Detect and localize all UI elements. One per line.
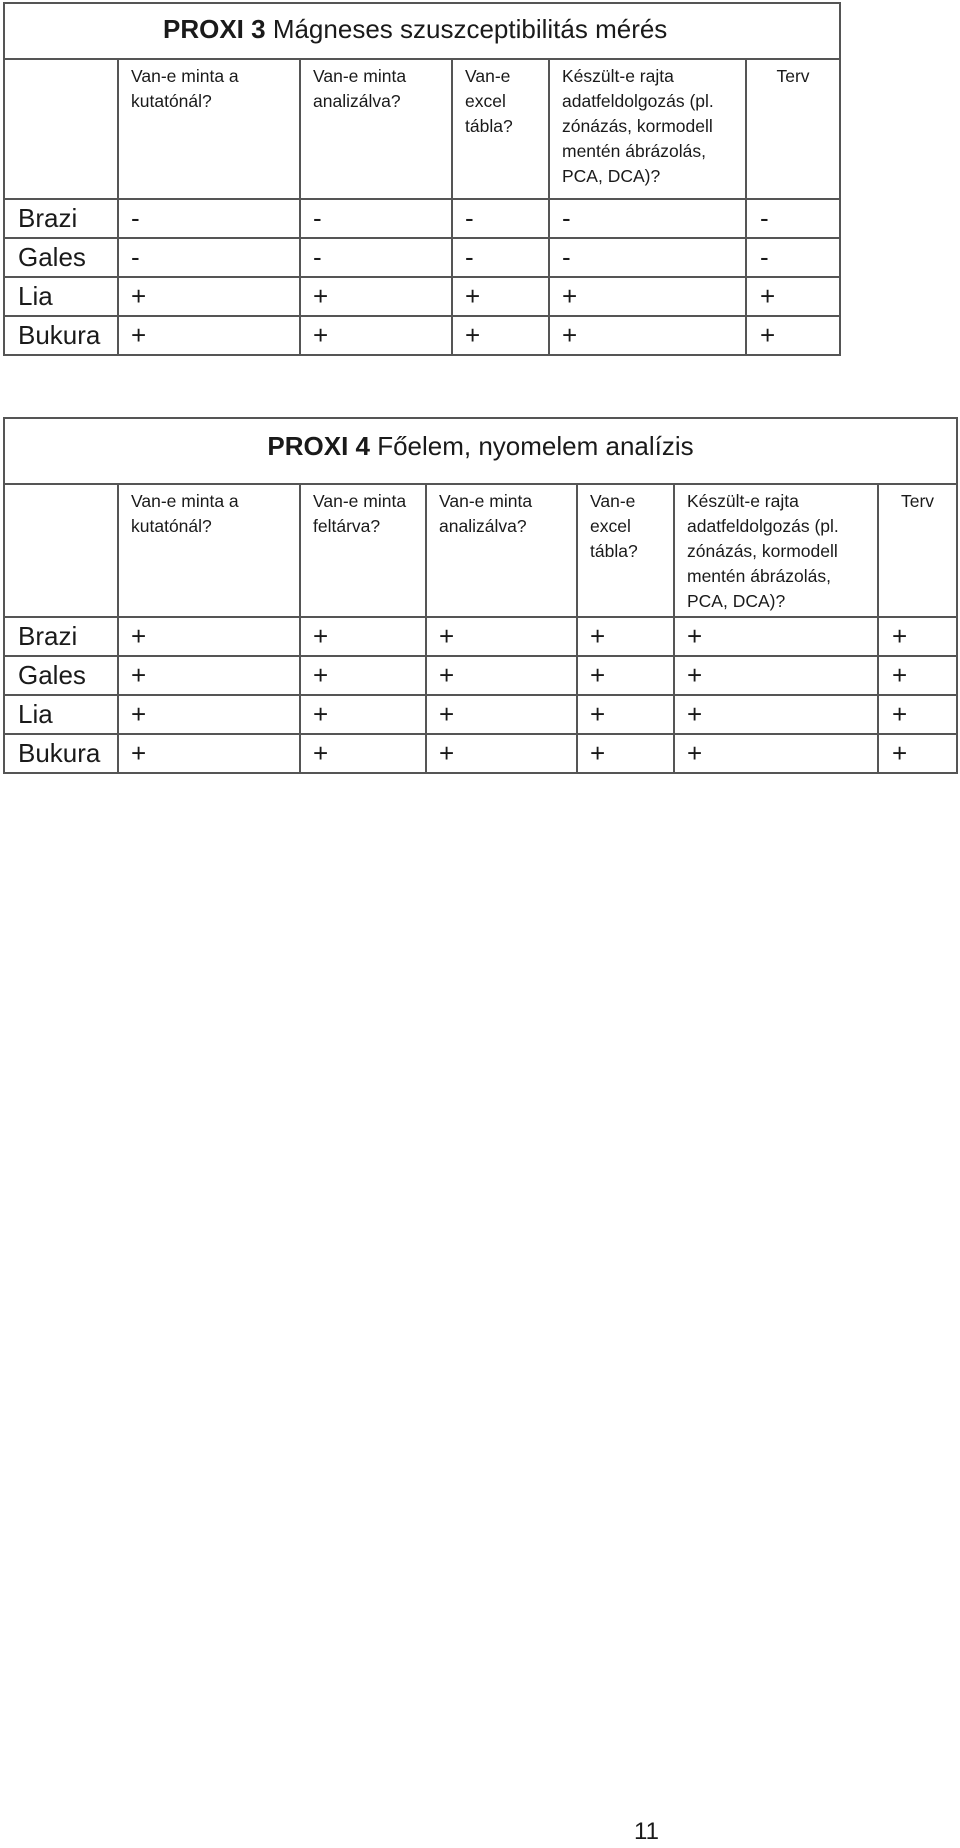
cell-value: + [300,656,426,695]
cell-value: + [426,617,577,656]
table-title-code: PROXI 4 [267,431,370,461]
table-title-code: PROXI 3 [163,14,266,44]
cell-value: + [549,277,746,316]
row-label: Bukura [4,734,118,773]
cell-value: + [300,695,426,734]
row-label: Lia [4,695,118,734]
cell-value: - [746,238,840,277]
cell-value: + [577,656,674,695]
column-header: Készült-e rajta adatfeldolgozás (pl. zónázás, kormodell mentén ábrázolás, PCA, DCA)? [674,484,878,617]
column-header: Terv [746,59,840,199]
row-label: Gales [4,238,118,277]
cell-value: + [118,277,300,316]
row-label: Brazi [4,199,118,238]
cell-value: + [674,695,878,734]
table-title-text: Főelem, nyomelem analízis [369,431,694,461]
cell-value: + [118,734,300,773]
cell-value: - [300,238,452,277]
cell-value: + [674,656,878,695]
cell-value: + [300,734,426,773]
column-header: Van-e minta analizálva? [426,484,577,617]
table-row [4,238,840,277]
column-header: Van-e minta analizálva? [300,59,452,199]
row-label: Gales [4,656,118,695]
table-row [4,695,957,734]
page-number: 11 [634,1818,659,1845]
cell-value: - [118,238,300,277]
cell-value: + [426,656,577,695]
column-header: Van-e minta feltárva? [300,484,426,617]
cell-value: + [452,277,549,316]
cell-value: + [577,734,674,773]
cell-value: + [426,734,577,773]
cell-value: + [118,617,300,656]
corner-cell [4,59,118,199]
cell-value: + [878,617,957,656]
table-row [4,734,957,773]
cell-value: + [577,695,674,734]
proxi3-table [3,2,841,356]
cell-value: - [549,199,746,238]
row-label: Brazi [4,617,118,656]
column-header: Van-e minta a kutatónál? [118,59,300,199]
table-title-text: Mágneses szuszceptibilitás mérés [265,14,668,44]
column-header: Van-e excel tábla? [577,484,674,617]
cell-value: + [300,617,426,656]
cell-value: + [452,316,549,355]
cell-value: + [878,656,957,695]
cell-value: - [746,199,840,238]
proxi4-table [3,417,958,774]
cell-value: - [300,199,452,238]
cell-value: + [118,316,300,355]
cell-value: + [746,277,840,316]
cell-value: + [674,734,878,773]
column-header: Terv [878,484,957,617]
cell-value: + [118,656,300,695]
table-row [4,277,840,316]
cell-value: + [118,695,300,734]
table-row [4,316,840,355]
cell-value: + [577,617,674,656]
cell-value: - [118,199,300,238]
cell-value: + [878,695,957,734]
cell-value: - [452,238,549,277]
cell-value: + [300,316,452,355]
table-row [4,199,840,238]
cell-value: + [674,617,878,656]
cell-value: + [878,734,957,773]
table-title [4,3,840,59]
corner-cell [4,484,118,617]
row-label: Bukura [4,316,118,355]
table-title [4,418,957,484]
cell-value: + [426,695,577,734]
row-label: Lia [4,277,118,316]
cell-value: - [549,238,746,277]
cell-value: + [746,316,840,355]
cell-value: + [549,316,746,355]
column-header: Készült-e rajta adatfeldolgozás (pl. zónázás, kormodell mentén ábrázolás, PCA, DCA)? [549,59,746,199]
table-row [4,617,957,656]
column-header: Van-e minta a kutatónál? [118,484,300,617]
cell-value: - [452,199,549,238]
cell-value: + [300,277,452,316]
column-header: Van-e excel tábla? [452,59,549,199]
table-row [4,656,957,695]
